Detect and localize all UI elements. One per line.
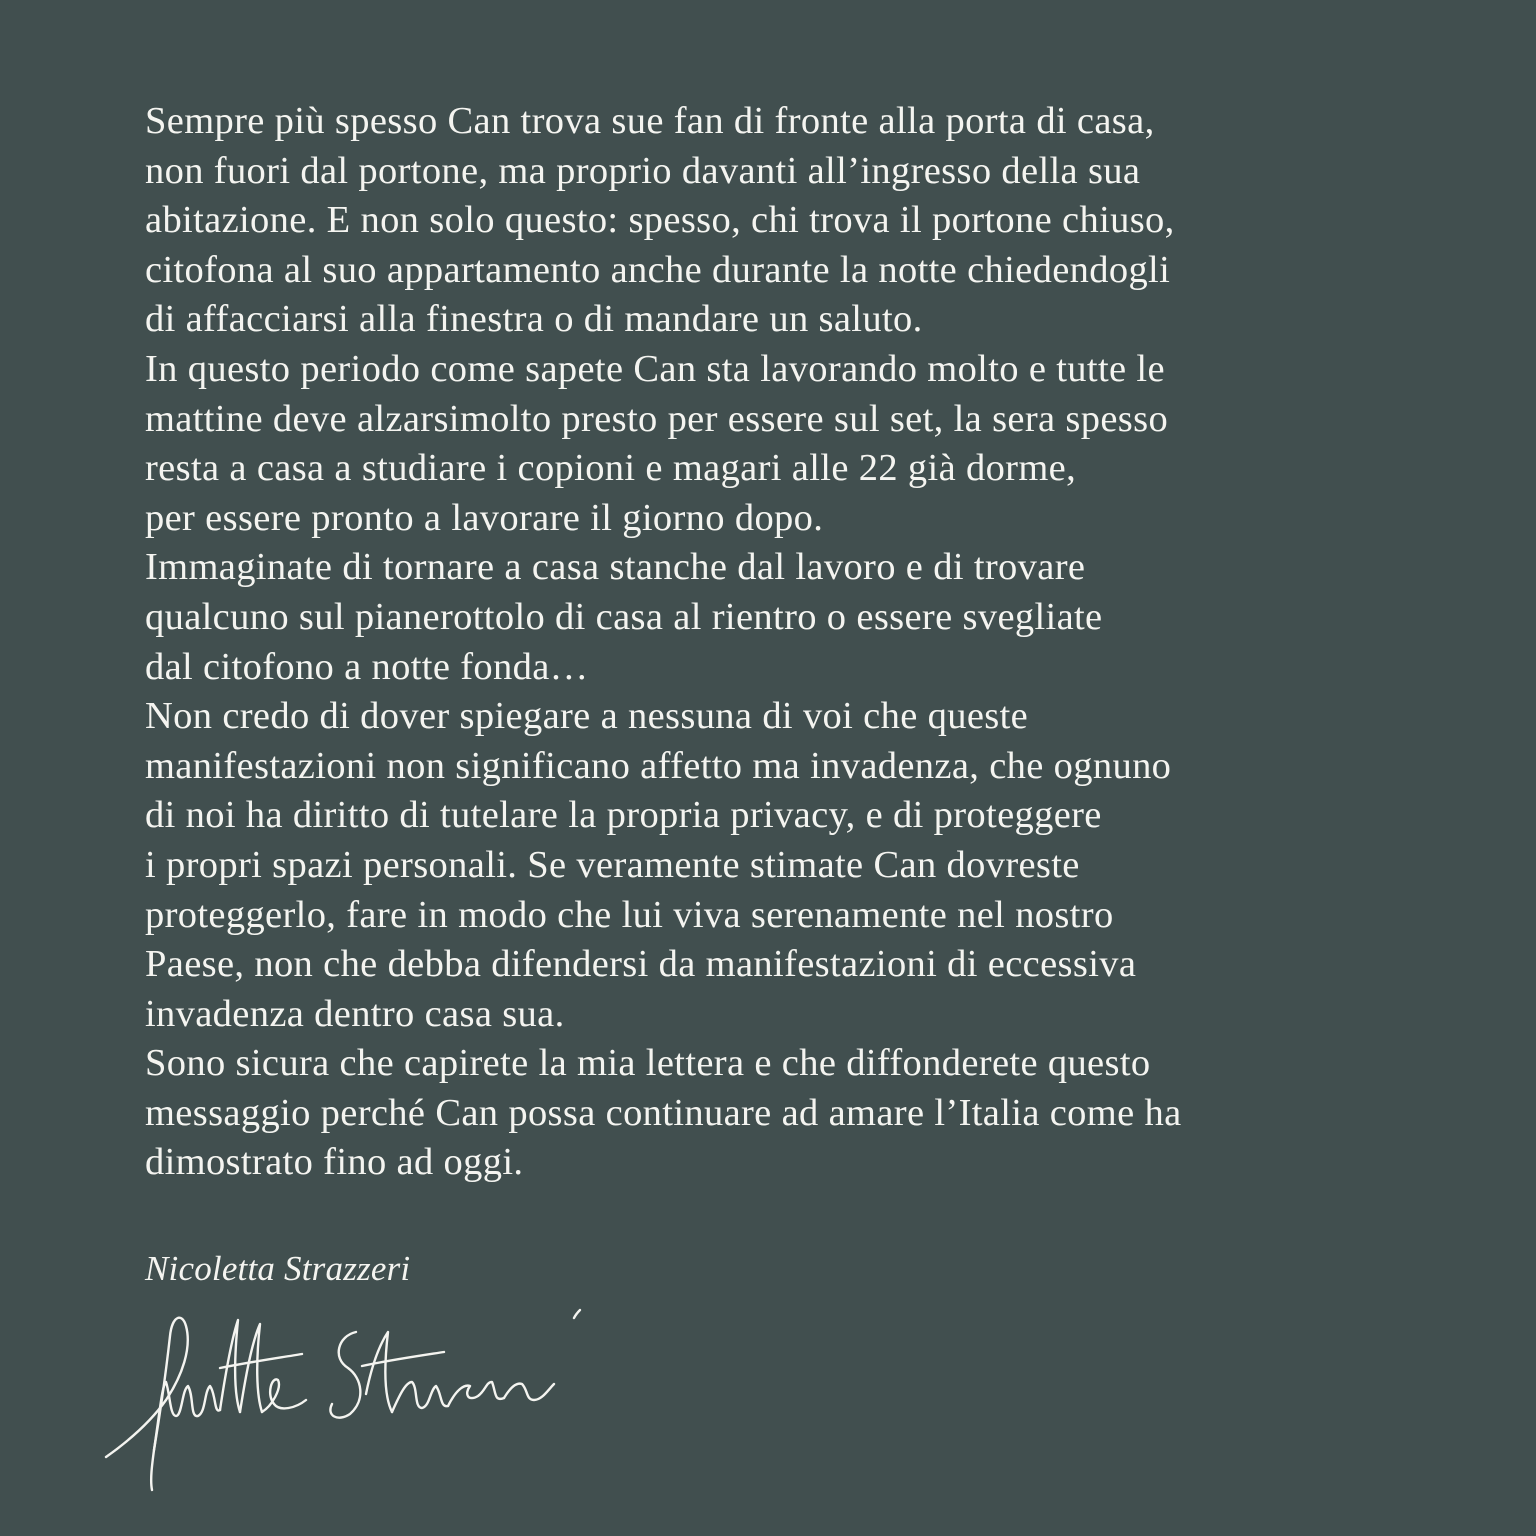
letter-line: i propri spazi personali. Se veramente stimate Can dovreste xyxy=(145,843,1080,886)
letter-line: Sempre più spesso Can trova sue fan di fronte alla porta di casa, xyxy=(145,100,1155,142)
letter-body xyxy=(145,97,1405,1188)
letter-line: non fuori dal portone, ma proprio davanti all’ingresso della sua xyxy=(145,149,1141,192)
letter-line: invadenza dentro casa sua. xyxy=(145,992,565,1035)
letter-line: manifestazioni non significano affetto ma invadenza, che ognuno xyxy=(145,744,1172,787)
letter-line: abitazione. E non solo questo: spesso, chi trova il portone chiuso, xyxy=(145,199,1175,242)
letter-line: resta a casa a studiare i copioni e magari alle 22 già dorme, xyxy=(145,447,1077,490)
letter-line: messaggio perché Can possa continuare ad amare l’Italia come ha xyxy=(145,1091,1182,1134)
letter-line: qualcuno sul pianerottolo di casa al rientro o essere svegliate xyxy=(145,595,1103,638)
letter-line: In questo periodo come sapete Can sta lavorando molto e tutte le xyxy=(145,347,1165,390)
letter-line: Non credo di dover spiegare a nessuna di voi che queste xyxy=(145,695,1029,738)
letter-line: per essere pronto a lavorare il giorno dopo. xyxy=(145,496,824,539)
letter-line: citofona al suo appartamento anche durante la notte chiedendogli xyxy=(145,248,1171,291)
letter-line: Immaginate di tornare a casa stanche dal lavoro e di trovare xyxy=(145,546,1086,589)
letter-line: dimostrato fino ad oggi. xyxy=(145,1141,524,1184)
author-name: Nicoletta Strazzeri xyxy=(145,1249,411,1288)
letter-line: mattine deve alzarsimolto presto per essere sul set, la sera spesso xyxy=(145,397,1169,440)
letter-line: Sono sicura che capirete la mia lettera e che diffonderete questo xyxy=(145,1042,1151,1085)
letter-line: Paese, non che debba difendersi da manifestazioni di eccessiva xyxy=(145,943,1137,986)
handwritten-signature xyxy=(100,1290,600,1500)
letter-line: di noi ha diritto di tutelare la propria privacy, e di proteggere xyxy=(145,794,1102,837)
letter-line: di affacciarsi alla finestra o di mandare un saluto. xyxy=(145,298,923,341)
letter-line: dal citofono a notte fonda… xyxy=(145,645,589,688)
letter-line: proteggerlo, fare in modo che lui viva serenamente nel nostro xyxy=(145,893,1114,936)
